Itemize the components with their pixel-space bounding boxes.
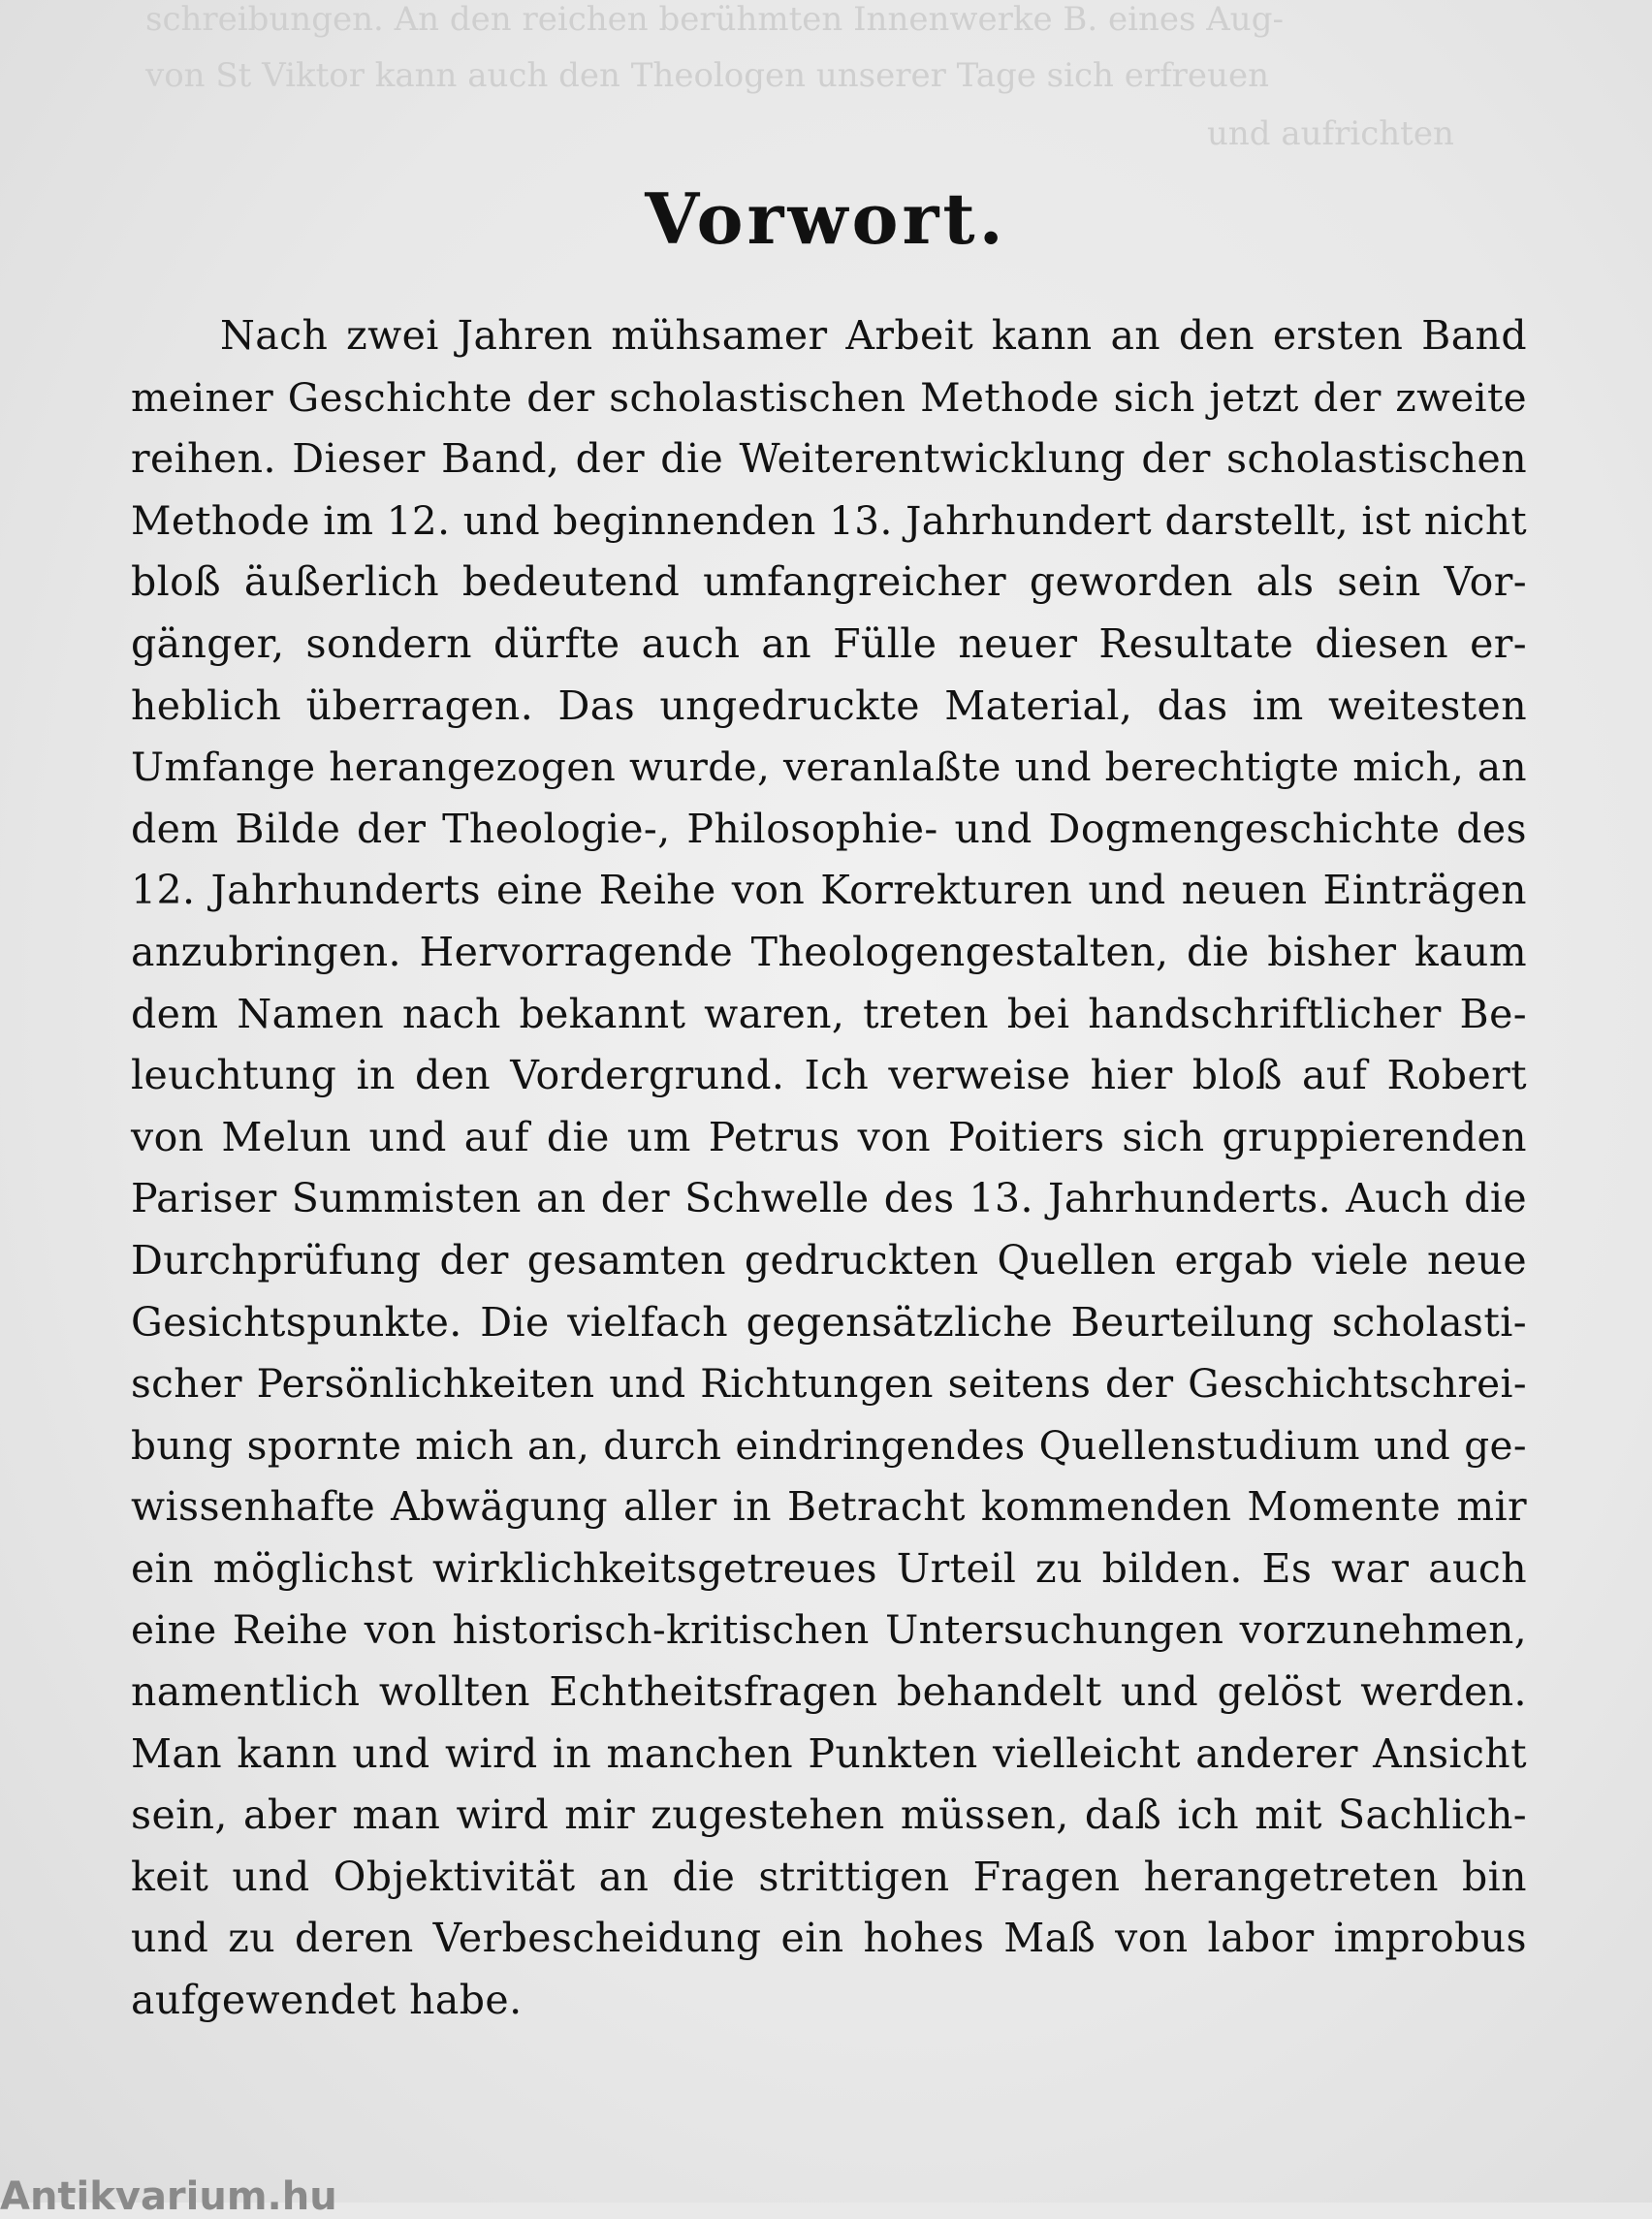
text-line: leuchtung in den Vordergrund. Ich verweise hier bloß auf Robert [131,1052,1527,1099]
text-line: gänger, sondern dürfte auch an Fülle neuer Resultate diesen er- [131,619,1527,667]
text-line: Methode im 12. und beginnenden 13. Jahrhundert darstellt, ist nicht [131,496,1527,544]
page-title: Vorwort. [645,177,1007,260]
text-line: Nach zwei Jahren mühsamer Arbeit kann an den ersten Band [220,312,1527,359]
watermark [0,2174,407,2219]
text-line: dem Bilde der Theologie-, Philosophie- und Dogmengeschichte des [131,805,1527,852]
text-line: 12. Jahrhunderts eine Reihe von Korrekturen und neuen Einträgen [131,867,1527,914]
preface-paragraph [131,305,1527,2032]
text-line: Durchprüfung der gesamten gedruckten Quellen ergab viele neue [131,1236,1527,1284]
text-line: dem Namen nach bekannt waren, treten bei handschriftlicher Be- [131,990,1527,1037]
text-line: bloß äußerlich bedeutend umfangreicher geworden als sein Vor- [131,558,1527,606]
text-line: Man kann und wird in manchen Punkten vielleicht anderer Ansicht [131,1729,1527,1777]
text-line: ein möglichst wirklichkeitsgetreues Urteil zu bilden. Es war auch [131,1544,1527,1592]
watermark-text: Antikvarium.hu [0,2174,337,2219]
text-line: Pariser Summisten an der Schwelle des 13. Jahrhunderts. Auch die [131,1175,1527,1222]
bleed-through-text: schreibungen. An den reichen berühmten Innenwerke B. eines Aug- [145,0,1284,39]
bleed-through-text: von St Viktor kann auch den Theologen unserer Tage sich erfreuen [145,56,1269,95]
text-line: keit und Objektivität an die strittigen Fragen herangetreten bin [131,1853,1527,1900]
text-line: scher Persönlichkeiten und Richtungen seitens der Geschichtschrei- [131,1360,1527,1408]
text-line: wissenhafte Abwägung aller in Betracht kommenden Momente mir [131,1483,1527,1531]
text-line: sein, aber man wird mir zugestehen müssen, daß ich mit Sachlich- [131,1791,1527,1839]
text-line: bung spornte mich an, durch eindringendes Quellenstudium und ge- [131,1421,1527,1469]
text-line: Gesichtspunkte. Die vielfach gegensätzliche Beurteilung scholasti- [131,1298,1527,1346]
text-line: von Melun und auf die um Petrus von Poitiers sich gruppierenden [131,1113,1527,1160]
text-line: anzubringen. Hervorragende Theologengestalten, die bisher kaum [131,928,1527,975]
text-line: heblich überragen. Das ungedruckte Material, das im weitesten [131,682,1527,729]
text-line: aufgewendet habe. [131,1977,523,2024]
text-line: und zu deren Verbescheidung ein hohes Maß von labor improbus [131,1915,1527,1962]
text-line: meiner Geschichte der scholastischen Methode sich jetzt der zweite [131,373,1527,421]
text-line: reihen. Dieser Band, der die Weiterentwicklung der scholastischen [131,435,1527,483]
text-line: Umfange herangezogen wurde, veranlaßte und berechtigte mich, an [131,744,1527,791]
bleed-through-text: und aufrichten [1207,114,1454,153]
text-line: eine Reihe von historisch-kritischen Untersuchungen vorzunehmen, [131,1606,1527,1654]
text-line: namentlich wollten Echtheitsfragen behandelt und gelöst werden. [131,1668,1527,1716]
